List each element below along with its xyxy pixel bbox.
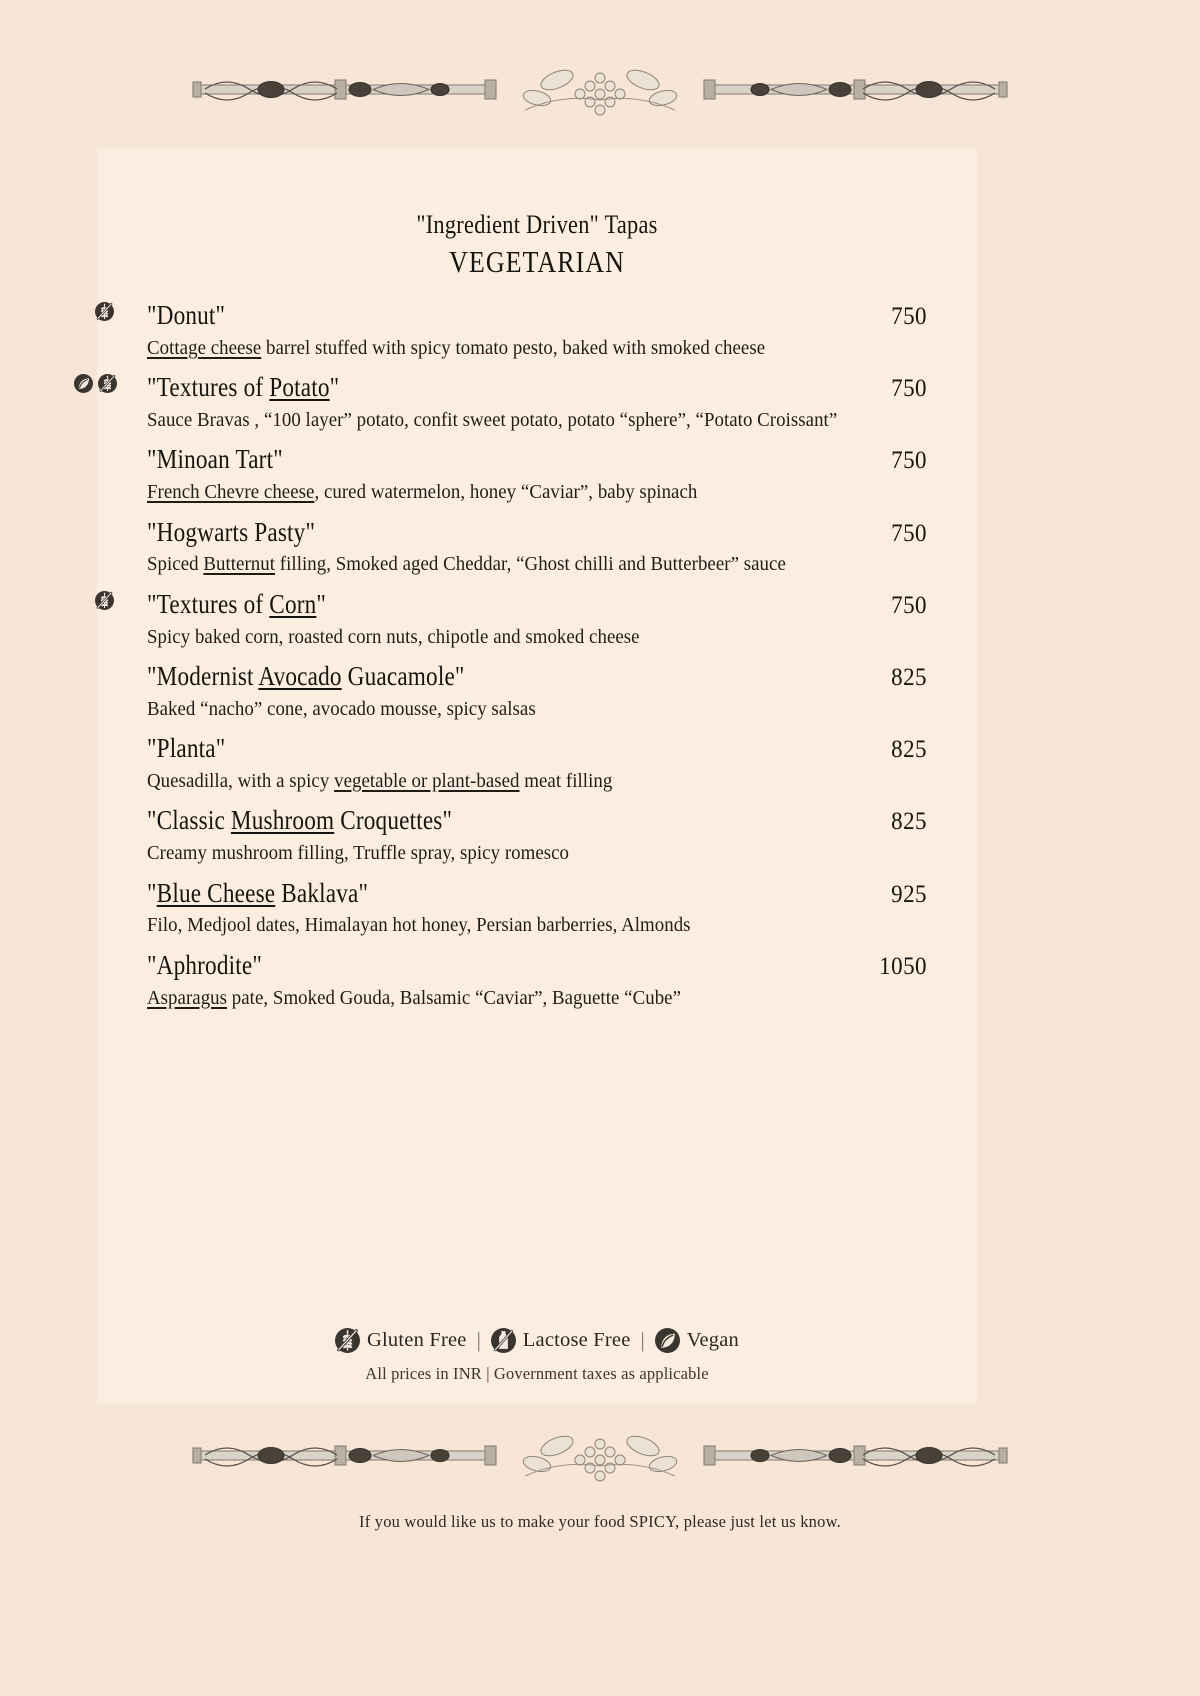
menu-item-price: 825 bbox=[891, 663, 927, 691]
menu-inner bbox=[97, 148, 977, 1404]
legend-row bbox=[97, 1328, 977, 1353]
highlighted-ingredient: Butternut bbox=[203, 553, 276, 576]
menu-item-price: 825 bbox=[891, 808, 927, 836]
highlighted-ingredient: Asparagus bbox=[147, 986, 228, 1009]
menu-item-name: "Hogwarts Pasty" bbox=[147, 516, 316, 547]
menu-item-name: "Modernist Avocado Guacamole" bbox=[147, 660, 465, 691]
gluten-free-icon bbox=[95, 591, 114, 610]
highlighted-ingredient: vegetable or plant-based bbox=[334, 769, 520, 792]
menu-item-description: Creamy mushroom filling, Truffle spray, spicy romesco bbox=[147, 842, 570, 865]
menu-item-price: 750 bbox=[891, 375, 927, 403]
menu-item-price: 750 bbox=[891, 591, 927, 619]
menu-item-head bbox=[147, 878, 927, 910]
menu-item-list bbox=[147, 300, 927, 1013]
vegan-icon bbox=[74, 374, 93, 393]
menu-item-name: "Planta" bbox=[147, 733, 226, 764]
menu-item-head bbox=[147, 444, 927, 476]
menu-item-description: Quesadilla, with a spicy vegetable or plant-based meat filling bbox=[147, 769, 613, 792]
ornament-divider-top bbox=[0, 58, 1200, 128]
menu-item bbox=[147, 589, 927, 652]
highlighted-ingredient: French Chevre cheese bbox=[147, 481, 315, 504]
menu-item-name: "Textures of Corn" bbox=[147, 588, 327, 619]
menu-item-name: "Minoan Tart" bbox=[147, 444, 283, 475]
legend-label: Vegan bbox=[686, 1329, 739, 1351]
menu-item-price: 825 bbox=[891, 736, 927, 764]
menu-item bbox=[147, 733, 927, 796]
menu-item-head bbox=[147, 950, 927, 982]
diet-badges bbox=[95, 591, 114, 610]
gluten-free-icon bbox=[95, 302, 114, 321]
vegan-icon bbox=[655, 1328, 680, 1353]
menu-card bbox=[97, 148, 977, 1404]
menu-item bbox=[147, 661, 927, 724]
gluten-free-icon bbox=[335, 1328, 360, 1353]
legend-label: Gluten Free bbox=[367, 1329, 467, 1351]
menu-item bbox=[147, 517, 927, 580]
menu-item-price: 1050 bbox=[879, 952, 927, 980]
menu-item-name: "Donut" bbox=[147, 300, 226, 330]
menu-item bbox=[147, 444, 927, 507]
menu-item-head bbox=[147, 300, 927, 332]
menu-item bbox=[147, 372, 927, 435]
menu-item-name: "Textures of Potato" bbox=[147, 372, 340, 403]
legend-label: Lactose Free bbox=[522, 1329, 631, 1351]
gluten-free-icon bbox=[98, 374, 117, 393]
menu-item-name: "Classic Mushroom Croquettes" bbox=[147, 805, 453, 836]
highlighted-ingredient: Cottage cheese bbox=[147, 336, 262, 359]
highlighted-ingredient: Corn bbox=[269, 588, 317, 619]
menu-item-name: "Aphrodite" bbox=[147, 949, 263, 980]
lactose-free-icon bbox=[491, 1328, 516, 1353]
menu-item-description: Sauce Bravas , “100 layer” potato, confit sweet potato, potato “sphere”, “Potato Croissant” bbox=[147, 409, 838, 432]
diet-badges bbox=[95, 302, 114, 321]
menu-item-head bbox=[147, 805, 927, 837]
menu-item-description: Filo, Medjool dates, Himalayan hot honey, Persian barberries, Almonds bbox=[147, 914, 691, 937]
highlighted-ingredient: Avocado bbox=[258, 660, 342, 691]
menu-item bbox=[147, 950, 927, 1013]
menu-item-head bbox=[147, 517, 927, 549]
highlighted-ingredient: Potato bbox=[269, 372, 330, 403]
menu-item-description: Spiced Butternut filling, Smoked aged Cheddar, “Ghost chilli and Butterbeer” sauce bbox=[147, 553, 786, 576]
menu-item-description: Cottage cheese barrel stuffed with spicy tomato pesto, baked with smoked cheese bbox=[147, 336, 766, 359]
highlighted-ingredient: Blue Cheese bbox=[156, 877, 276, 908]
footer-note: If you would like us to make your food SPICY, please just let us know. bbox=[359, 1512, 841, 1531]
menu-item-price: 750 bbox=[891, 447, 927, 475]
legend-separator: | bbox=[640, 1328, 645, 1352]
menu-item-head bbox=[147, 733, 927, 765]
diet-badges bbox=[74, 374, 117, 393]
page-title: VEGETARIAN bbox=[449, 244, 625, 279]
menu-item-description: Baked “nacho” cone, avocado mousse, spicy salsas bbox=[147, 697, 536, 720]
menu-item-description: Spicy baked corn, roasted corn nuts, chipotle and smoked cheese bbox=[147, 625, 640, 648]
menu-item-price: 750 bbox=[891, 303, 927, 330]
menu-item bbox=[147, 878, 927, 941]
highlighted-ingredient: Mushroom bbox=[230, 805, 335, 836]
menu-item-price: 925 bbox=[891, 880, 927, 908]
menu-item bbox=[147, 300, 927, 363]
legend-note: All prices in INR | Government taxes as applicable bbox=[365, 1364, 709, 1383]
legend-separator: | bbox=[476, 1328, 481, 1352]
menu-eyebrow: "Ingredient Driven" Tapas bbox=[416, 210, 658, 239]
menu-item bbox=[147, 805, 927, 868]
legend bbox=[97, 1328, 977, 1384]
menu-item-description: Asparagus pate, Smoked Gouda, Balsamic “Caviar”, Baguette “Cube” bbox=[147, 986, 682, 1009]
menu-item-name: "Blue Cheese Baklava" bbox=[147, 877, 369, 908]
menu-item-head bbox=[147, 372, 927, 404]
menu-item-head bbox=[147, 589, 927, 621]
menu-item-head bbox=[147, 661, 927, 693]
menu-item-description: French Chevre cheese, cured watermelon, honey “Caviar”, baby spinach bbox=[147, 481, 698, 504]
ornament-top-graphic bbox=[185, 58, 1015, 128]
ornament-bottom-graphic bbox=[185, 1424, 1015, 1494]
ornament-divider-bottom bbox=[0, 1424, 1200, 1494]
menu-item-price: 750 bbox=[891, 519, 927, 547]
